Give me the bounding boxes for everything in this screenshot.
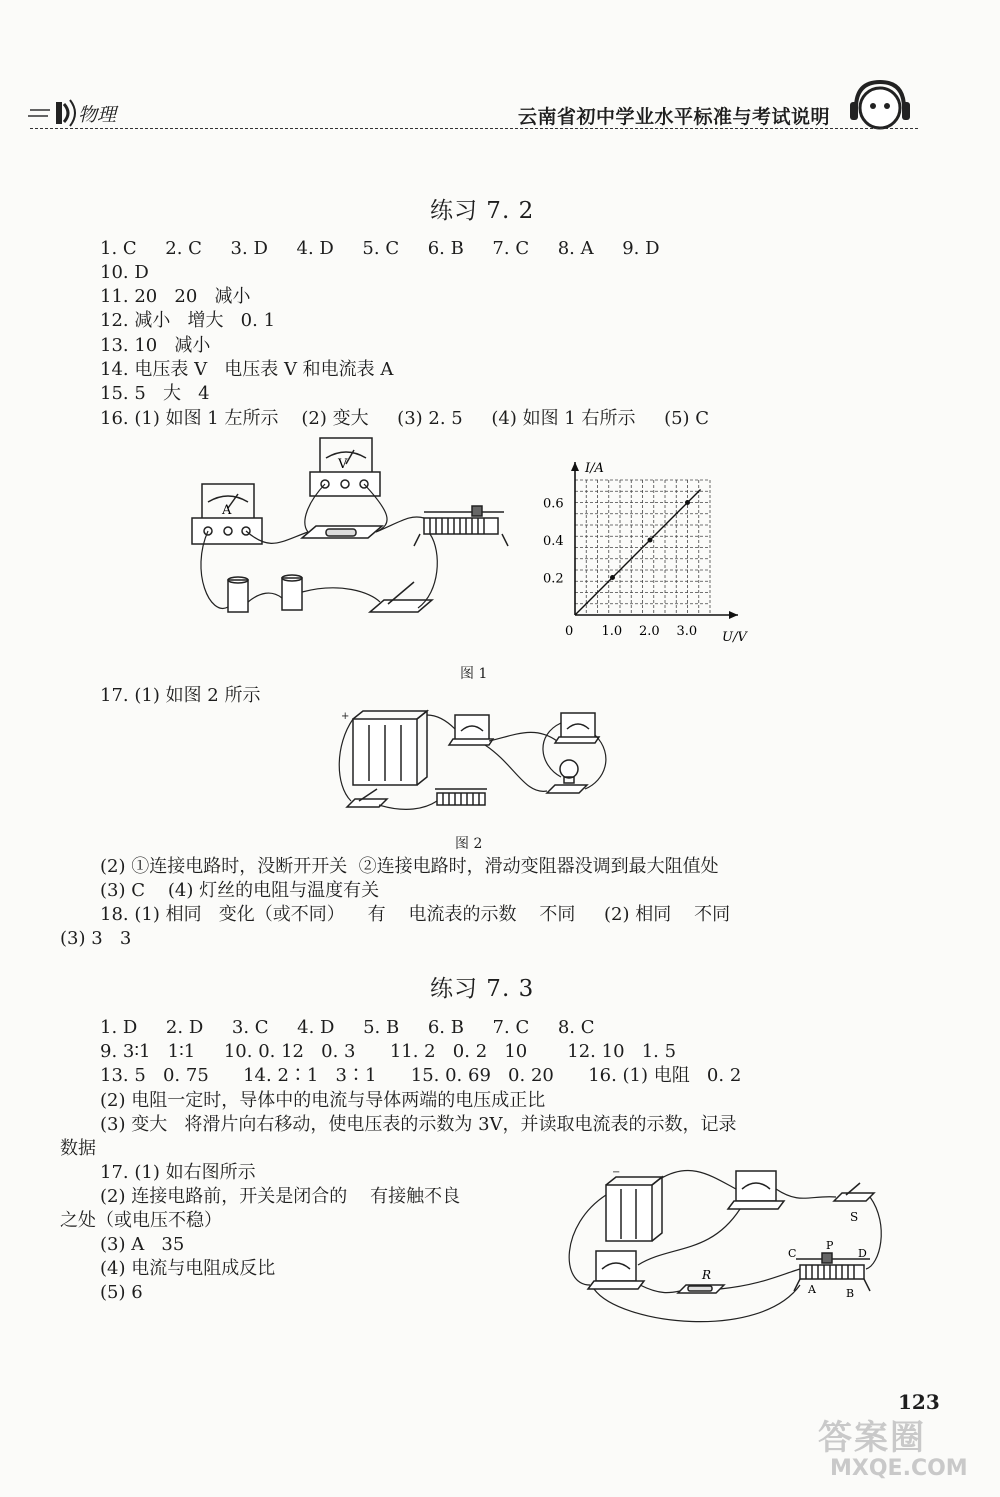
answer-line: (2) 连接电路前，开关是闭合的 有接触不良 (100, 1186, 461, 1207)
figure1-iu-chart (535, 450, 765, 650)
y-tick-label: 0.4 (543, 534, 564, 549)
switch-label: S (850, 1210, 859, 1224)
answer-line: (3) C (4) 灯丝的电阻与温度有关 (100, 880, 380, 901)
battery-2 (282, 575, 302, 610)
answer-line: 17. (1) 如图 2 所示 (100, 685, 261, 706)
page-number: 123 (898, 1390, 940, 1414)
answer-line: 13. 5 0. 75 14. 2∶1 3∶1 15. 0. 69 0. 20 16. (1) 电阻 0. 2 (100, 1065, 742, 1086)
figure2-circuit-diagram (335, 705, 625, 830)
answer-line: (4) 电流与电阻成反比 (100, 1258, 276, 1279)
y-axis-arrow (571, 462, 579, 471)
ammeter (728, 1171, 784, 1209)
figure1-circuit-diagram (180, 432, 520, 642)
battery-pack (606, 1167, 662, 1241)
answer-line: 12. 减小 增大 0. 1 (100, 310, 276, 331)
x-tick-label: 1.0 (601, 624, 623, 639)
answer-line: 16. (1) 如图 1 左所示 (2) 变大 (3) 2. 5 (4) 如图 1 右所示 (5) C (100, 408, 710, 429)
rheostat (414, 506, 508, 546)
resistor (302, 526, 382, 538)
rheostat-label-b: B (846, 1287, 855, 1300)
answer-line: (5) 6 (100, 1282, 143, 1303)
resistor-label: R (702, 1268, 712, 1282)
figure2-caption: 图 2 (455, 836, 483, 852)
answer-line: 11. 20 20 减小 (100, 286, 251, 307)
data-point (610, 575, 615, 580)
ammeter (449, 715, 493, 745)
answer-line: 数据 (60, 1138, 96, 1159)
svg-text:−: − (612, 1167, 621, 1178)
answer-line: 10. D (100, 262, 149, 283)
section-title-7-2: 练习 7. 2 (430, 198, 535, 224)
y-tick-label: 0.6 (543, 496, 564, 512)
battery-pack (341, 711, 427, 785)
y-tick-label: 0.2 (543, 571, 564, 587)
answer-line: 17. (1) 如右图所示 (100, 1162, 256, 1183)
answer-line: 15. 5 大 4 (100, 383, 210, 404)
resistor (678, 1285, 724, 1293)
answer-line: (3) 3 3 (60, 928, 132, 949)
rheostat-label-a: A (808, 1283, 816, 1296)
voltmeter (588, 1251, 644, 1289)
answer-line: 1. C 2. C 3. D 4. D 5. C 6. B 7. C 8. A 9. D (100, 238, 660, 259)
rheostat (435, 789, 487, 805)
switch (347, 789, 387, 807)
voltmeter-label: V (338, 457, 348, 472)
answer-line: (3) 变大 将滑片向右移动，使电压表的示数为 3V，并读取电流表的示数，记录 (100, 1114, 737, 1135)
x-tick-label: 2.0 (639, 624, 660, 639)
answer-line: (3) A 35 (100, 1234, 185, 1255)
answer-line: 14. 电压表 V 电压表 V 和电流表 A (100, 359, 394, 380)
y-axis-label: I/A (585, 461, 604, 476)
rheostat-label-p: P (826, 1239, 834, 1252)
section-title-7-3: 练习 7. 3 (430, 976, 535, 1002)
ammeter-label: A (222, 503, 232, 518)
header-speaker-icon (20, 92, 80, 132)
watermark-logo-text: 答案圈 (818, 1418, 926, 1458)
answer-line: 1. D 2. D 3. C 4. D 5. B 6. B 7. C 8. C (100, 1017, 595, 1038)
header-book-title: 云南省初中学业水平标准与考试说明 (517, 106, 830, 128)
figure1-caption: 图 1 (460, 666, 488, 682)
rheostat-label-c: C (788, 1247, 797, 1260)
answer-line: 18. (1) 相同 变化（或不同） 有 电流表的示数 不同 (2) 相同 不同 (100, 904, 731, 925)
voltmeter (555, 713, 599, 743)
answer-line: 13. 10 减小 (100, 335, 211, 356)
svg-text:+: + (341, 711, 350, 722)
bulb (547, 760, 587, 793)
watermark-url: MXQE.COM (830, 1456, 968, 1481)
battery-1 (228, 577, 248, 612)
header-headphone-mascot-icon (842, 78, 922, 138)
data-point (648, 538, 653, 543)
answer-line: 之处（或电压不稳） (60, 1210, 222, 1231)
answer-line: 9. 3∶1 1∶1 10. 0. 12 0. 3 11. 2 0. 2 10 12. 10 1. 5 (100, 1041, 677, 1062)
header-subject: 物理 (78, 104, 117, 126)
data-point (685, 500, 690, 505)
switch (370, 582, 432, 612)
x-axis-arrow (729, 611, 738, 619)
answer-line: (2) ①连接电路时，没断开开关 ②连接电路时，滑动变阻器没调到最大阻值处 (100, 856, 719, 877)
answer-line: (2) 电阻一定时，导体中的电流与导体两端的电压成正比 (100, 1090, 546, 1111)
figure3-circuit-diagram (560, 1165, 900, 1345)
x-tick-label: 0 (565, 624, 574, 639)
x-tick-label: 3.0 (676, 624, 698, 639)
header-divider (30, 128, 918, 129)
switch (834, 1183, 874, 1201)
rheostat-label-d: D (858, 1247, 867, 1260)
x-axis-label: U/V (722, 630, 747, 645)
series-line (575, 489, 701, 615)
